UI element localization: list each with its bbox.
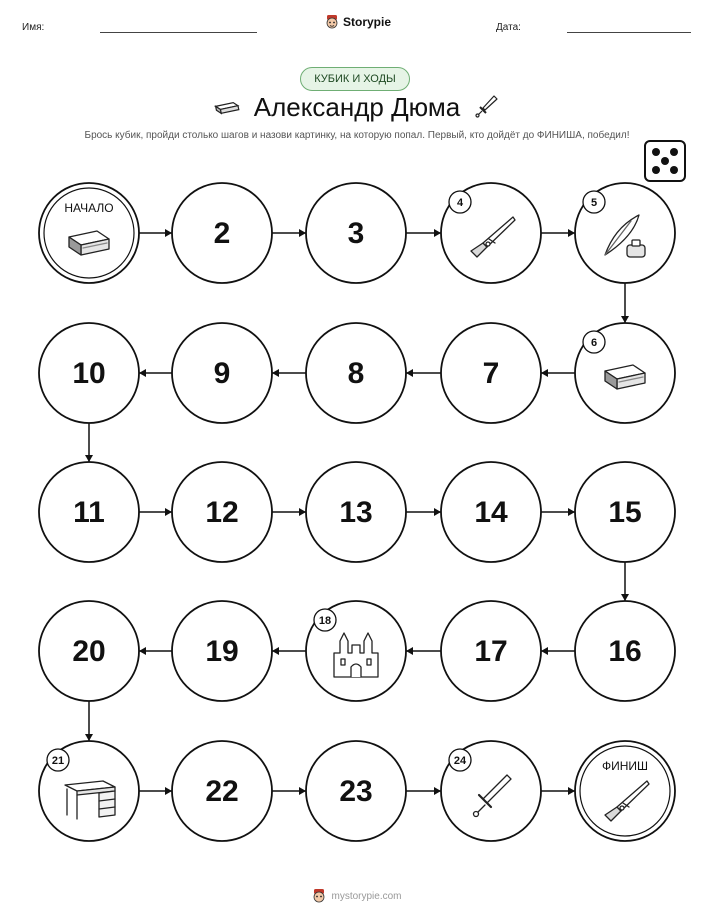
cell-number-badge: 6 [590, 337, 598, 349]
path-arrow [139, 508, 172, 516]
brand-name: Storypie [343, 15, 392, 29]
board-cell-2[interactable] [172, 183, 272, 283]
board-cell-21[interactable] [39, 741, 139, 841]
path-arrow [139, 229, 172, 237]
board-cell-20[interactable] [39, 601, 139, 701]
board-cell-15[interactable] [575, 462, 675, 562]
path-arrow [272, 369, 306, 377]
path-arrow [406, 787, 441, 795]
cell-number-badge: 21 [51, 755, 65, 767]
footer [0, 888, 714, 904]
path-arrow [85, 423, 93, 462]
cell-number: 23 [339, 775, 373, 808]
cell-number-badge: 4 [456, 197, 464, 209]
path-arrow [541, 647, 575, 655]
start-label: НАЧАЛО [64, 201, 114, 215]
board-cell-4[interactable] [441, 183, 541, 283]
finish-label: ФИНИШ [601, 759, 649, 773]
date-label: Дата: [496, 22, 521, 33]
board-cell-9[interactable] [172, 323, 272, 423]
cell-number: 9 [213, 357, 231, 390]
instructions: Брось кубик, пройди столько шагов и назови картинку, на которую попал. Первый, кто дойдёт до ФИНИША, победил! [84, 130, 630, 141]
cell-number: 11 [73, 496, 105, 529]
cell-number: 16 [608, 635, 642, 668]
cell-number-badge: 5 [590, 197, 598, 209]
board-cell-23[interactable] [306, 741, 406, 841]
cell-number: 14 [474, 496, 508, 529]
board-cell-24[interactable] [441, 741, 541, 841]
path-arrow [406, 369, 441, 377]
board-cell-3[interactable] [306, 183, 406, 283]
cell-number-badge: 18 [318, 615, 332, 627]
cell-number: 13 [339, 496, 373, 529]
footer-url[interactable]: mystorypie.com [331, 890, 402, 902]
cell-number: 15 [608, 496, 642, 529]
cell-number-badge: 24 [453, 755, 467, 767]
path-arrow [272, 508, 306, 516]
path-arrow [139, 787, 172, 795]
board-cell-19[interactable] [172, 601, 272, 701]
cell-number: 7 [482, 357, 500, 390]
board-cell-13[interactable] [306, 462, 406, 562]
board-cell-7[interactable] [441, 323, 541, 423]
path-arrow [406, 508, 441, 516]
path-arrow [139, 647, 172, 655]
path-arrow [272, 647, 306, 655]
game-type-badge: КУБИК И ХОДЫ [300, 67, 410, 91]
board-cell-17[interactable] [441, 601, 541, 701]
path-arrow [139, 369, 172, 377]
path-arrow [406, 647, 441, 655]
board-cell-10[interactable] [39, 323, 139, 423]
cell-number: 3 [347, 217, 365, 250]
cell-number: 22 [205, 775, 239, 808]
path-arrow [541, 508, 575, 516]
board-cell-12[interactable] [172, 462, 272, 562]
cell-number: 8 [347, 357, 365, 390]
board-cell-8[interactable] [306, 323, 406, 423]
board-cell-22[interactable] [172, 741, 272, 841]
path-arrow [621, 562, 629, 601]
cell-number: 12 [205, 496, 239, 529]
cell-number: 17 [474, 635, 508, 668]
page-title: Александр Дюма [253, 92, 461, 122]
board-cell-14[interactable] [441, 462, 541, 562]
board-cell-1[interactable] [39, 183, 139, 283]
board-cell-5[interactable] [575, 183, 675, 283]
board-cell-11[interactable] [39, 462, 139, 562]
storypie-mascot-icon [312, 888, 326, 904]
path-arrow [541, 787, 575, 795]
path-arrow [272, 229, 306, 237]
path-arrow [85, 701, 93, 741]
path-arrow [272, 787, 306, 795]
board-cell-16[interactable] [575, 601, 675, 701]
board-cell-6[interactable] [575, 323, 675, 423]
cell-number: 20 [72, 635, 106, 668]
board-cell-18[interactable] [306, 601, 406, 701]
path-arrow [541, 369, 575, 377]
cell-number: 2 [213, 217, 231, 250]
board-cell-25[interactable] [575, 741, 675, 841]
name-label: Имя: [22, 22, 45, 33]
path-arrow [541, 229, 575, 237]
cell-number: 10 [72, 357, 106, 390]
path-arrow [406, 229, 441, 237]
cell-number: 19 [205, 635, 239, 668]
path-arrow [621, 283, 629, 323]
